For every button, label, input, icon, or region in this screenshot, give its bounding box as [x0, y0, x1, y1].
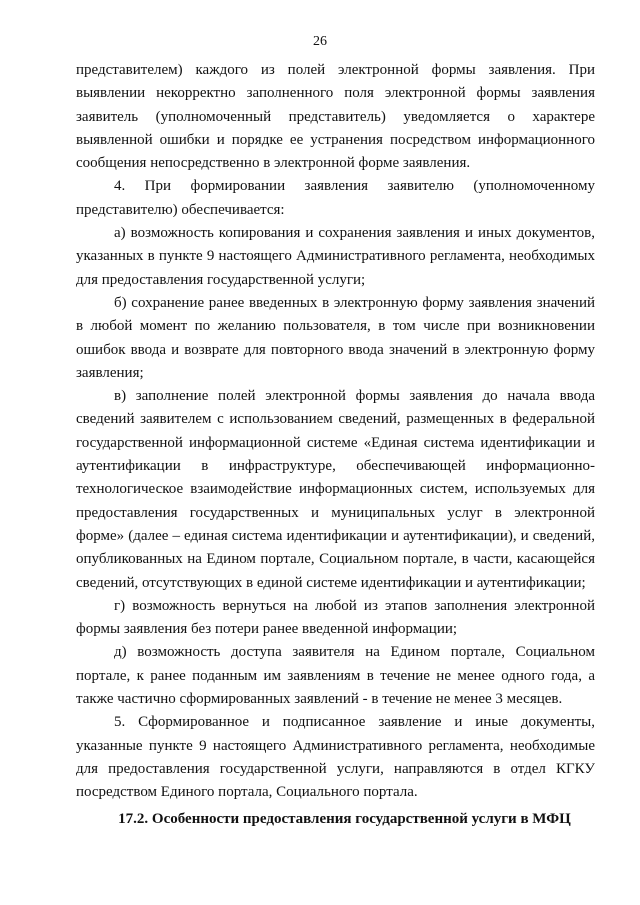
section-heading: 17.2. Особенности предоставления государственной услуги в МФЦ [118, 810, 571, 827]
paragraph-subitem-b: б) сохранение ранее введенных в электронную форму заявления значений в любой момент по желанию пользователя, в том числе при возникновении ошибок ввода и возврате для повторного ввода значений в электронную форму заявления; [76, 294, 595, 381]
paragraph-subitem-a: а) возможность копирования и сохранения заявления и иных документов, указанных в пункте 9 настоящего Административного регламента, необходимых для предоставления государственной услуги; [76, 225, 595, 288]
paragraph-item-4: 4. При формировании заявления заявителю (уполномоченному представителю) обеспечивается: [76, 178, 595, 218]
paragraph-subitem-v: в) заполнение полей электронной формы заявления до начала ввода сведений заявителем с использованием сведений, размещенных в федеральной государственной информационной системе «Единая система идентификации и аутентификации в инфраструктуре, обеспечивающей информационно-технологическое взаимодействие информационных систем, используемых для предоставления государственных и муниципальных услуг в электронной форме» (далее – единая система идентификации и аутентификации), и сведений, опубликованных на Едином портале, Социальном портале, в части, касающейся сведений, отсутствующих в единой системе идентификации и аутентификации; [76, 388, 595, 591]
paragraph-item-5: 5. Сформированное и подписанное заявление и иные документы, указанные пункте 9 настоящего Административного регламента, необходимые для предоставления государственной услуги, направляются в отдел КГКУ посредством Единого портала, Социального портала. [76, 714, 595, 801]
page-number: 26 [313, 34, 327, 49]
document-body [76, 59, 595, 831]
paragraph-subitem-d: д) возможность доступа заявителя на Едином портале, Социальном портале, к ранее поданным им заявлениям в течение не менее одного года, а также частично сформированных заявлений - в течение не менее 3 месяцев. [76, 644, 595, 708]
paragraph-subitem-g: г) возможность вернуться на любой из этапов заполнения электронной формы заявления без потери ранее введенной информации; [76, 597, 595, 638]
paragraph-continuation: представителем) каждого из полей электронной формы заявления. При выявлении некорректно заполненного поля электронной формы заявления заявитель (уполномоченный представитель) уведомляется о характере выявленной ошибки и порядке ее устранения посредством информационного сообщения непосредственно в электронной форме заявления. [76, 62, 595, 172]
